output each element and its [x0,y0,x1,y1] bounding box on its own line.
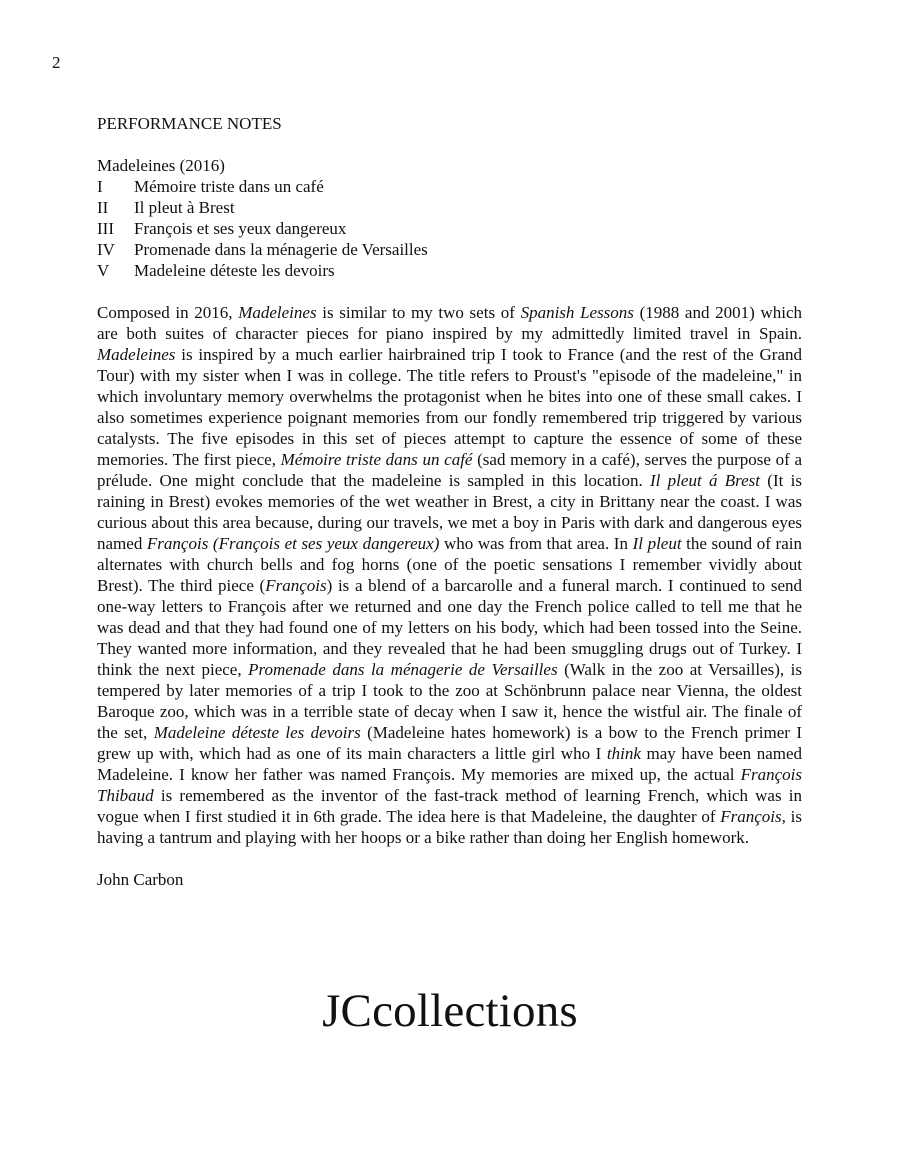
movement-number: IV [97,240,115,259]
movement-name: Madeleine déteste les devoirs [134,261,335,280]
text-segment: may have been named Madeleine. I know her father was named François. My memories are mixed up, the actual [97,744,803,784]
italic-text-segment: Il pleut á Brest [650,471,761,490]
notes-heading: PERFORMANCE NOTES [97,114,282,133]
text-segment: is inspired by a much earlier hairbrained trip I took to France (and the rest of the Grand Tour) with my sister when I was in college. The title refers to Proust's "episode of the madeleine," in which involuntary memory overwhelms the protagonist when he bites into one of these small cakes. I also sometimes experience poignant memories from our fondly remembered trip triggered by various catalysts. The five episodes in this set of pieces attempt to capture the essence of some of these memories. The first piece, [97,345,802,469]
italic-text-segment: Il pleut [632,534,682,553]
italic-text-segment: Mémoire triste dans un café [280,450,473,469]
jccollections-logo: JCcollections [322,985,578,1037]
italic-text-segment: Madeleine déteste les devoirs [153,723,361,742]
movement-number: I [97,177,103,196]
movement-item [97,218,802,239]
signature: John Carbon [97,870,184,889]
text-segment: (It is raining in Brest) evokes memories of the wet weather in Brest, a city in Brittany near the coast. I was curious about this area because, during our travels, we met a boy in Paris with dark and dangerous eyes named [97,471,802,553]
italic-text-segment: François Thibaud [97,765,802,805]
body-paragraph [97,302,802,848]
text-segment: (Madeleine hates homework) is a bow to the French primer I grew up with, which had as one of its main characters a little girl who I [97,723,802,763]
movement-number: V [97,261,110,280]
movement-item [97,260,802,281]
text-segment: (Walk in the zoo at Versailles), is tempered by later memories of a trip I took to the zoo at Schönbrunn palace near Vienna, the oldest Baroque zoo, which was in a terrible state of decay when I saw it, hence the wistful air. The finale of the set, [97,660,803,742]
text-segment: the sound of rain alternates with church bells and fog horns (one of the poetic sensations I remember vividly about Brest). The third piece ( [97,534,802,595]
text-segment: (sad memory in a café), serves the purpose of a prélude. One might conclude that the madeleine is sampled in this location. [97,450,802,490]
work-title: Madeleines (2016) [97,156,225,175]
movement-name: Mémoire triste dans un café [134,177,324,196]
text-segment: is similar to my two sets of [316,303,521,322]
italic-text-segment: François, [720,807,786,826]
italic-text-segment: think [606,744,641,763]
italic-text-segment: Madeleines [97,345,176,364]
performance-notes [97,113,802,890]
movement-number: II [97,198,109,217]
movement-name: François et ses yeux dangereux [134,219,347,238]
text-segment: (1988 and 2001) which are both suites of character pieces for piano inspired by my admittedly limited travel in Spain. [97,303,802,343]
movement-item [97,176,802,197]
movement-name: Il pleut à Brest [134,198,235,217]
movement-name: Promenade dans la ménagerie de Versailles [134,240,428,259]
italic-text-segment: Promenade dans la ménagerie de Versailles [248,660,558,679]
text-segment: is remembered as the inventor of the fast-track method of learning French, which was in vogue when I first studied it in 6th grade. The idea here is that Madeleine, the daughter of [97,786,802,826]
text-segment: is having a tantrum and playing with her hoops or a bike rather than doing her English homework. [97,807,802,847]
movement-list [97,176,802,281]
italic-text-segment: François (François et ses yeux dangereux) [146,534,440,553]
text-segment: Composed in 2016, [97,303,239,322]
movement-item [97,239,802,260]
movement-item [97,197,802,218]
italic-text-segment: Madeleines [238,303,317,322]
text-segment: ) is a blend of a barcarolle and a funeral march. I continued to send one-way letters to François after we returned and one day the French police called to tell me that he was dead and that they had found one of my letters on his body, which had been tossed into the Seine. They wanted more information, and they revealed that he had been smuggling drugs out of Turkey. I think the next piece, [97,576,803,679]
italic-text-segment: Spanish Lessons [520,303,634,322]
page-number: 2 [52,53,61,72]
movement-number: III [97,219,114,238]
italic-text-segment: François [265,576,327,595]
text-segment: who was from that area. In [439,534,633,553]
